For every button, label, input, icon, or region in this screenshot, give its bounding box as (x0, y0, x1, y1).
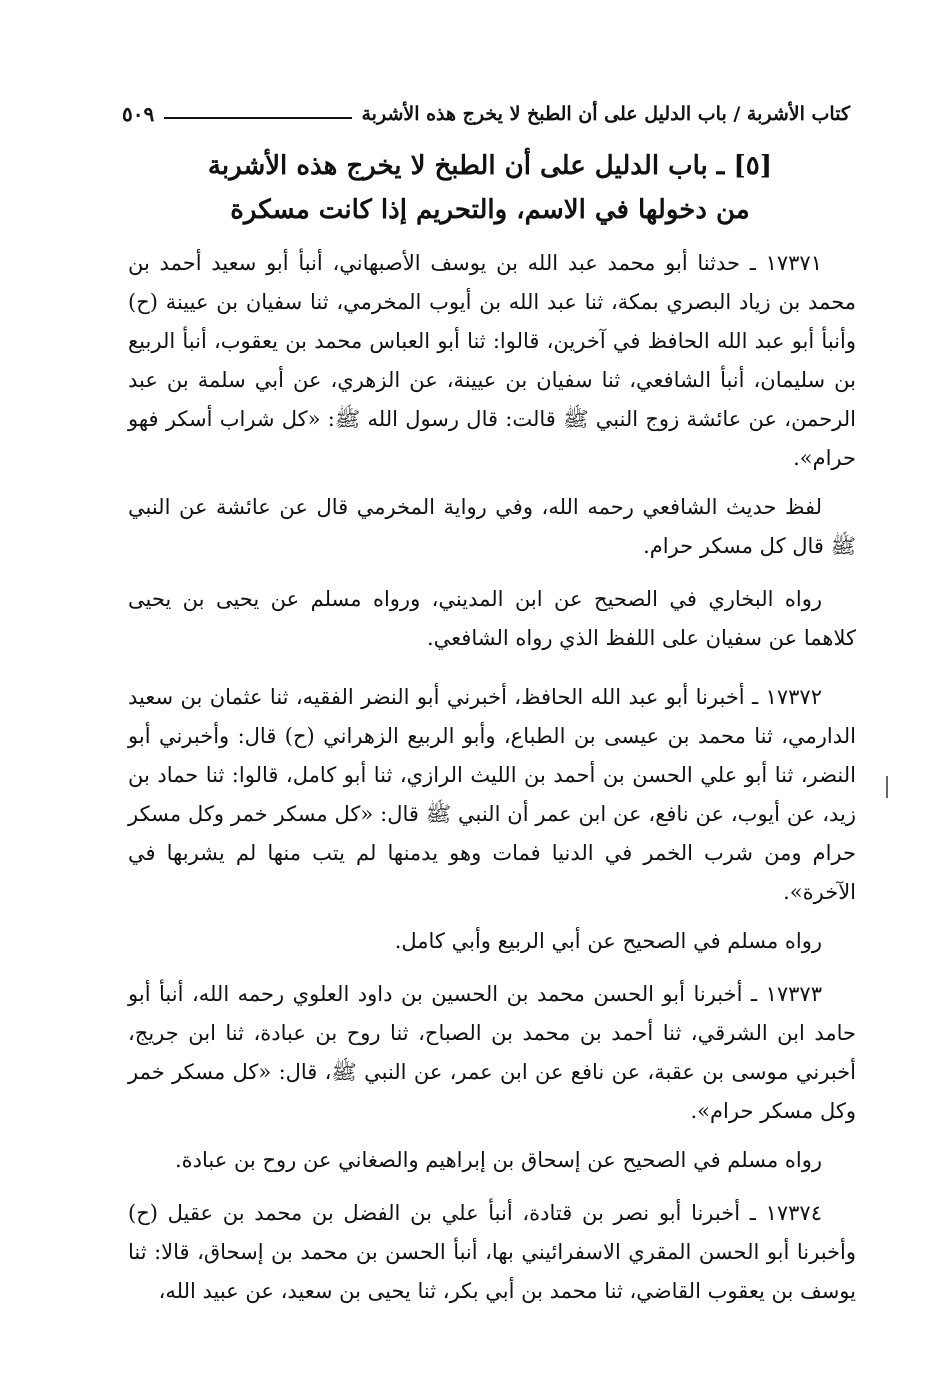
note-takhrij-17371: رواه البخاري في الصحيح عن ابن المديني، ورواه مسلم عن يحيى بن يحيى كلاهما عن سفيان على اللفظ الذي رواه الشافعي. (128, 587, 856, 650)
header-rule (164, 117, 351, 119)
note-takhrij-17373: رواه مسلم في الصحيح عن إسحاق بن إبراهيم والصغاني عن روح بن عبادة. (174, 1148, 822, 1172)
running-header (122, 96, 850, 132)
hadith-17371: ١٧٣٧١ ـ حدثنا أبو محمد عبد الله بن يوسف الأصبهاني، أنبأ أبو سعيد أحمد بن محمد بن زياد البصري بمكة، ثنا عبد الله بن أيوب المخرمي، ثنا سفيان بن عيينة (ح) وأنبأ أبو عبد الله الحافظ في آخرين، قالوا: ثنا أبو العباس محمد بن يعقوب، أنبأ الربيع بن سليمان، أنبأ الشافعي، ثنا سفيان بن عيينة، عن الزهري، عن أبي سلمة بن عبد الرحمن، عن عائشة زوج النبي ﷺ قالت: قال رسول الله ﷺ: «كل شراب أسكر فهو حرام». (128, 251, 856, 470)
scan-mark (886, 776, 888, 798)
chapter-title-line-1: [٥] ـ باب الدليل على أن الطبخ لا يخرج هذه الأشربة (207, 151, 773, 181)
note-wording: لفظ حديث الشافعي رحمه الله، وفي رواية المخرمي قال عن عائشة عن النبي ﷺ قال كل مسكر حرام. (128, 495, 856, 558)
page-body (128, 244, 856, 1321)
hadith-17374: ١٧٣٧٤ ـ أخبرنا أبو نصر بن قتادة، أنبأ علي بن الفضل بن محمد بن عقيل (ح) وأخبرنا أبو الحسن المقري الاسفرائيني بها، أنبأ الحسن بن محمد بن إسحاق، قالا: ثنا يوسف بن يعقوب القاضي، ثنا محمد بن أبي بكر، ثنا يحيى بن سعيد، عن عبيد الله، (128, 1201, 856, 1303)
chapter-title-line-2: من دخولها في الاسم، والتحريم إذا كانت مسكرة (230, 195, 750, 225)
hadith-17372: ١٧٣٧٢ ـ أخبرنا أبو عبد الله الحافظ، أخبرني أبو النضر الفقيه، ثنا عثمان بن سعيد الدارمي، ثنا محمد بن عيسى بن الطباع، وأبو الربيع الزهراني (ح) قال: وأخبرني أبو النضر، ثنا أبو علي الحسن بن أحمد بن الليث الرازي، ثنا أبو كامل، قالوا: ثنا حماد بن زيد، عن أيوب، عن نافع، عن ابن عمر أن النبي ﷺ قال: «كل مسكر خمر وكل مسكر حرام ومن شرب الخمر في الدنيا فمات وهو يدمنها لم يتب منها لم يشربها في الآخرة». (128, 685, 856, 904)
chapter-heading (200, 144, 780, 232)
hadith-17373: ١٧٣٧٣ ـ أخبرنا أبو الحسن محمد بن الحسين بن داود العلوي رحمه الله، أنبأ أبو حامد ابن الشرقي، ثنا أحمد بن محمد بن الصباح، ثنا روح بن عبادة، ثنا ابن جريج، أخبرني موسى بن عقبة، عن نافع عن ابن عمر، عن النبي ﷺ، قال: «كل مسكر خمر وكل مسكر حرام». (128, 982, 856, 1123)
note-takhrij-17372: رواه مسلم في الصحيح عن أبي الربيع وأبي كامل. (394, 929, 822, 953)
page-number: ٥٠٩ (122, 102, 155, 126)
running-header-title: كتاب الأشربة / باب الدليل على أن الطبخ لا يخرج هذه الأشربة (361, 103, 850, 125)
